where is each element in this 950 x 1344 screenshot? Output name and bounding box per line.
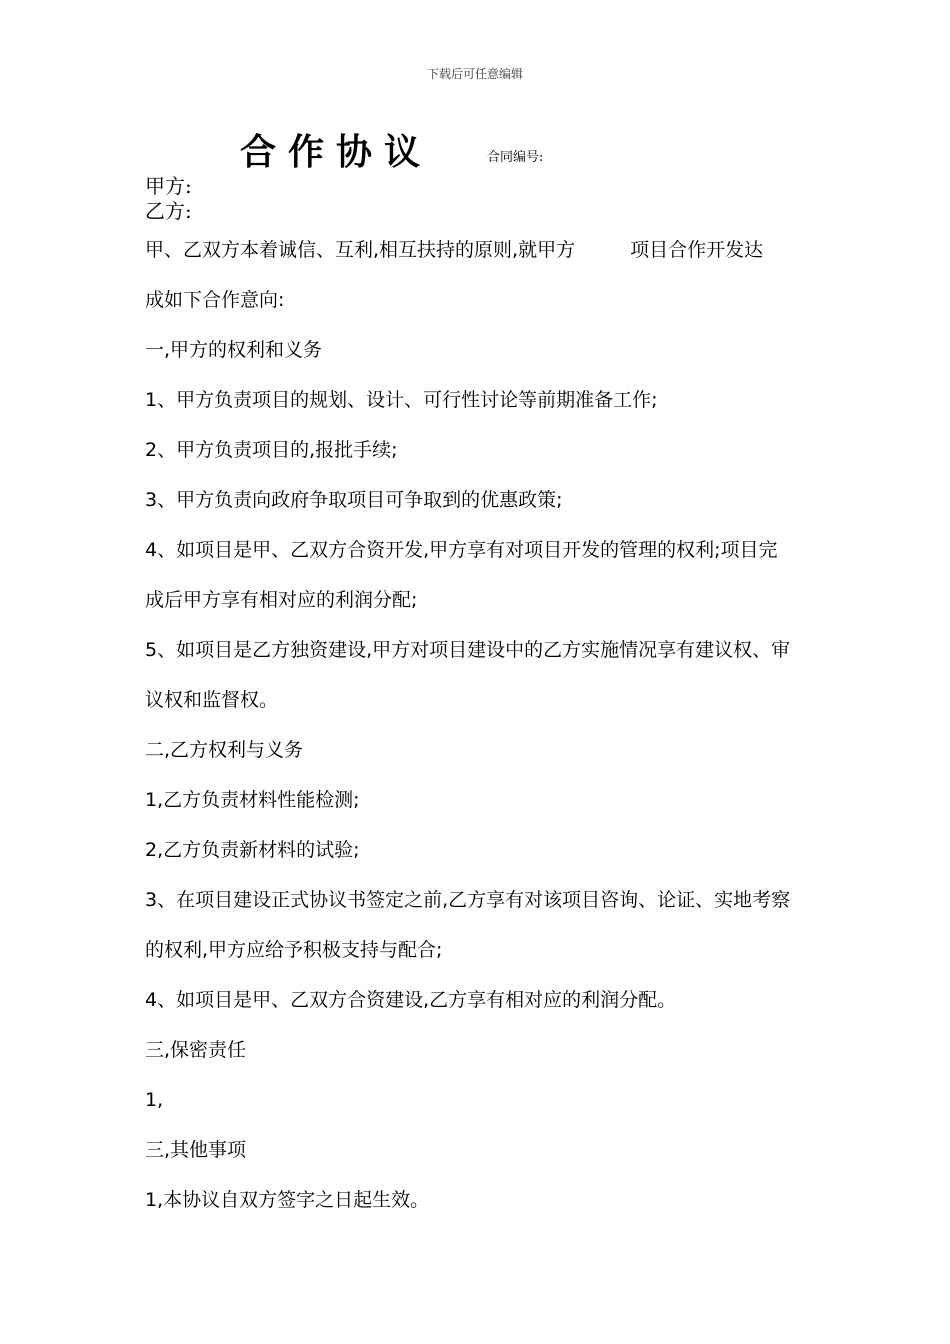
clause-line: 5、如项目是乙方独资建设,甲方对项目建设中的乙方实施情况享有建议权、审: [145, 639, 791, 661]
clause-line: 2、甲方负责项目的,报批手续;: [145, 439, 398, 461]
clause-line: 4、如项目是甲、乙双方合资建设,乙方享有相对应的利润分配。: [145, 989, 677, 1011]
party-a-label: 甲方:: [145, 174, 192, 198]
intro-part-1: 甲、乙双方本着诚信、互利,相互扶持的原则,就甲方: [145, 239, 576, 261]
agreement-body: [145, 225, 810, 1225]
clause-line: 的权利,甲方应给予积极支持与配合;: [145, 939, 443, 961]
clause-line: 成后甲方享有相对应的利润分配;: [145, 589, 418, 611]
clause-line: 2,乙方负责新材料的试验;: [145, 839, 360, 861]
clause-line: 1,: [145, 1089, 164, 1111]
document-title: 合作协议: [240, 131, 433, 173]
section-heading-2: 二,乙方权利与义务: [145, 739, 304, 761]
clause-line: 1,乙方负责材料性能检测;: [145, 789, 360, 811]
clause-line: 3、在项目建设正式协议书签定之前,乙方享有对该项目咨询、论证、实地考察: [145, 889, 791, 911]
intro-part-2: 项目合作开发达: [630, 239, 764, 261]
clause-line: 4、如项目是甲、乙双方合资开发,甲方享有对项目开发的管理的权利;项目完: [145, 539, 778, 561]
header-note: 下载后可任意编辑: [426, 67, 523, 81]
contract-number-label: 合同编号:: [487, 150, 544, 165]
clause-line: 3、甲方负责向政府争取项目可争取到的优惠政策;: [145, 489, 563, 511]
clause-line: 1、甲方负责项目的规划、设计、可行性讨论等前期准备工作;: [145, 389, 658, 411]
intro-line-1: [145, 225, 810, 275]
section-heading-1: 一,甲方的权利和义务: [145, 339, 323, 361]
clause-line: 1,本协议自双方签字之日起生效。: [145, 1189, 430, 1211]
section-heading-3: 三,保密责任: [145, 1039, 247, 1061]
clause-line: 议权和监督权。: [145, 689, 279, 711]
section-heading-4: 三,其他事项: [145, 1139, 247, 1161]
intro-line-2: 成如下合作意向:: [145, 289, 285, 311]
party-b-label: 乙方:: [145, 199, 192, 223]
